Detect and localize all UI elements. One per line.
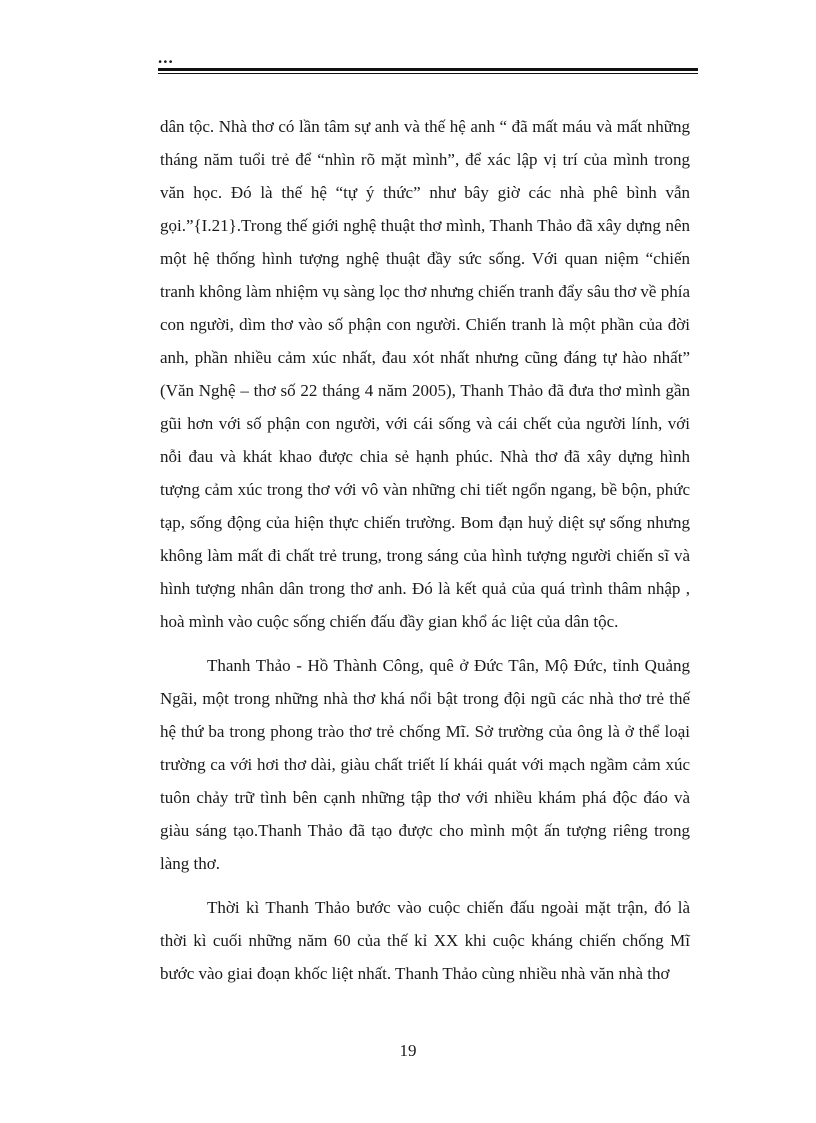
header-rule-thick (158, 68, 698, 71)
paragraph-2: Thanh Thảo - Hồ Thành Công, quê ở Đức Tân, Mộ Đức, tỉnh Quảng Ngãi, một trong những nhà thơ khá nổi bật trong đội ngũ các nhà thơ trẻ thế hệ thứ ba trong phong trào thơ trẻ chống Mĩ. Sở trường của ông là ở thể loại trường ca với hơi thơ dài, giàu chất triết lí khái quát với mạch ngầm cảm xúc tuôn chảy trữ tình bên cạnh những tập thơ với nhiều khám phá độc đáo và giàu sáng tạo.Thanh Thảo đã tạo được cho mình một ấn tượng riêng trong làng thơ. (160, 656, 690, 873)
paragraph-1: dân tộc. Nhà thơ có lần tâm sự anh và thế hệ anh “ đã mất máu và mất những tháng năm tuổi trẻ để “nhìn rõ mặt mình”, để xác lập vị trí của mình trong văn học. Đó là thế hệ “tự ý thức” như bây giờ các nhà phê bình vẫn gọi.”{I.21}.Trong thế giới nghệ thuật thơ mình, Thanh Thảo đã xây dựng nên một hệ thống hình tượng nghệ thuật đầy sức sống. Với quan niệm “chiến tranh không làm nhiệm vụ sàng lọc thơ nhưng chiến tranh đẩy sâu thơ về phía con người, dìm thơ vào số phận con người. Chiến tranh là một phần của đời anh, phần nhiều cảm xúc nhất, đau xót nhất nhưng cũng đáng tự hào nhất” (Văn Nghệ – thơ số 22 tháng 4 năm 2005), Thanh Thảo đã đưa thơ mình gần gũi hơn với số phận con người, với cái sống và cái chết của người lính, với nỗi đau và khát khao được chia sẻ hạnh phúc. Nhà thơ đã xây dựng hình tượng cảm xúc trong thơ với vô vàn những chi tiết ngổn ngang, bề bộn, phức tạp, sống động của hiện thực chiến trường. Bom đạn huỷ diệt sự sống nhưng không làm mất đi chất trẻ trung, trong sáng của hình tượng người chiến sĩ và hình tượng nhân dân trong thơ anh. Đó là kết quả của quá trình thâm nhập , hoà mình vào cuộc sống chiến đấu đầy gian khổ ác liệt của dân tộc. (160, 117, 690, 631)
header-rule-thin (158, 73, 698, 74)
header-marker: ... (158, 48, 174, 67)
body-text (160, 110, 690, 990)
header-double-rule (158, 68, 698, 75)
paragraph-3: Thời kì Thanh Thảo bước vào cuộc chiến đấu ngoài mặt trận, đó là thời kì cuối những năm 60 của thế kỉ XX khi cuộc kháng chiến chống Mĩ bước vào giai đoạn khốc liệt nhất. Thanh Thảo cùng nhiều nhà văn nhà thơ (160, 898, 690, 983)
page-number: 19 (399, 1041, 417, 1060)
